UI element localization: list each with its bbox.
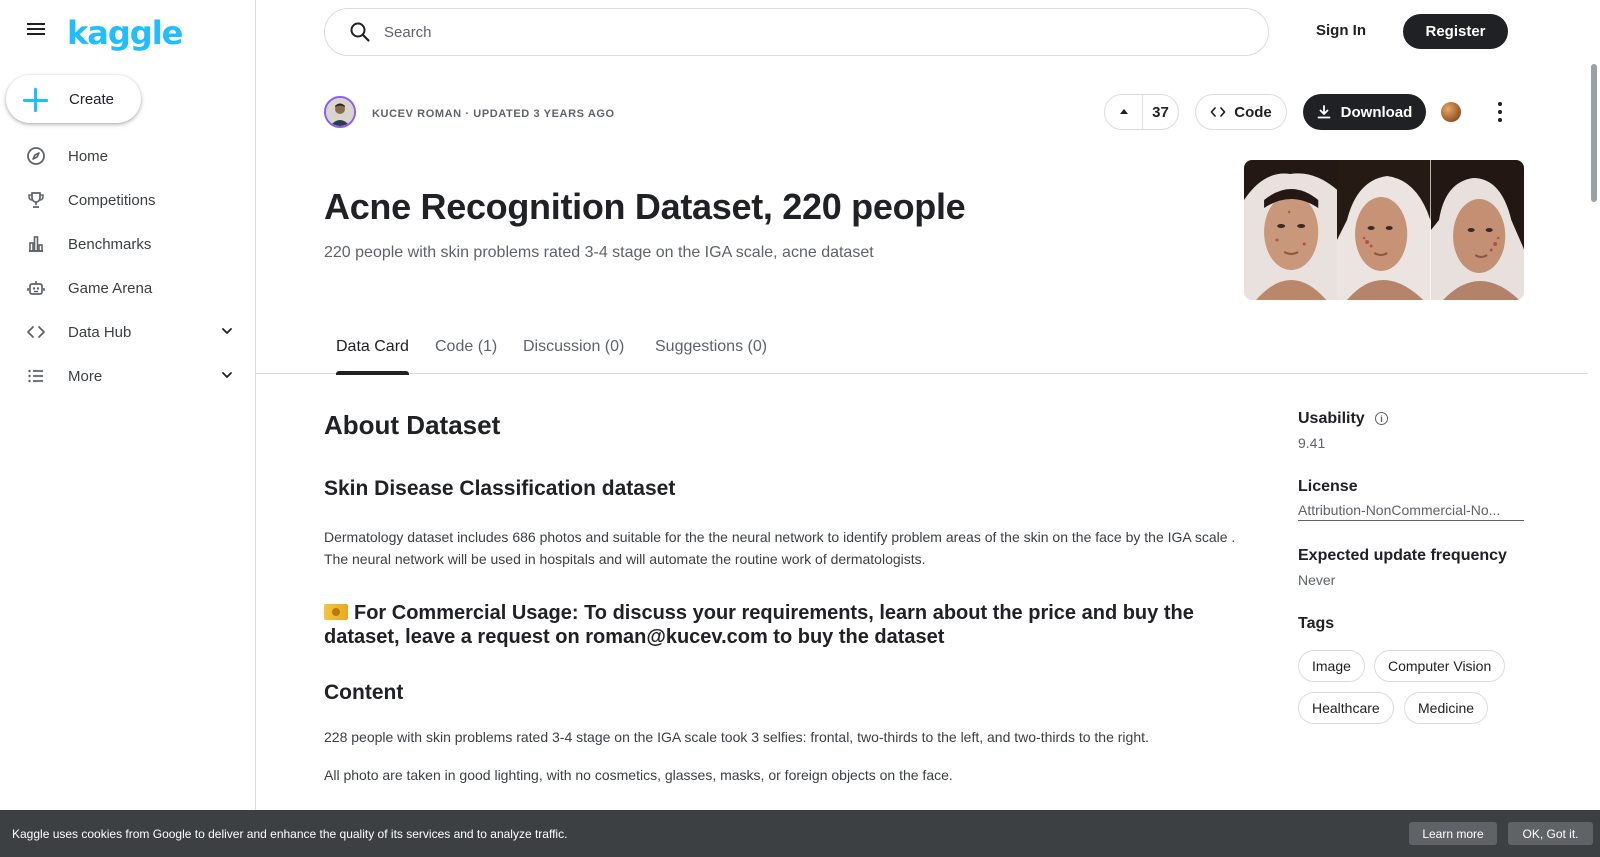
page-subtitle: 220 people with skin problems rated 3-4 stage on the IGA scale, acne dataset: [324, 244, 874, 261]
tab-data-card[interactable]: Data Card: [336, 338, 409, 374]
plus-icon: [24, 88, 46, 110]
section-heading: Skin Disease Classification dataset: [324, 477, 676, 500]
avatar[interactable]: [324, 96, 356, 128]
frequency-value: Never: [1298, 572, 1336, 588]
sign-in-button[interactable]: Sign In: [1316, 22, 1366, 39]
tag-chip[interactable]: Medicine: [1404, 692, 1488, 724]
sidebar-item-game-arena[interactable]: [0, 266, 256, 310]
frequency-label: Expected update frequency: [1298, 547, 1507, 564]
create-label: Create: [69, 90, 115, 108]
page-title: Acne Recognition Dataset, 220 people: [324, 186, 966, 227]
code-button[interactable]: [1195, 94, 1287, 130]
page-scrollbar[interactable]: [1588, 0, 1600, 810]
usability-value: 9.41: [1298, 435, 1326, 451]
about-heading: About Dataset: [324, 410, 501, 440]
sidebar-item-benchmarks[interactable]: [0, 222, 256, 266]
search-bar[interactable]: [324, 8, 1269, 56]
content-paragraph: 228 people with skin problems rated 3-4 stage on the IGA scale took 3 selfies: frontal, two-thirds to the left, and two-thirds to the right.: [324, 729, 1149, 745]
tags-label: Tags: [1298, 615, 1335, 632]
search-icon: [349, 21, 371, 43]
tab-suggestions[interactable]: Suggestions (0): [655, 338, 768, 355]
hamburger-menu-icon[interactable]: [24, 20, 48, 44]
more-options-icon[interactable]: [1494, 100, 1506, 124]
list-icon: [26, 366, 46, 386]
sidebar-item-more[interactable]: [0, 354, 256, 398]
create-button[interactable]: [6, 75, 141, 123]
code-brackets-icon: [26, 322, 46, 342]
vote-count: 37: [1152, 103, 1169, 121]
download-icon: [1317, 105, 1331, 119]
face-photo-left: [1337, 160, 1430, 300]
caret-up-icon: [1118, 106, 1130, 118]
sidebar-item-label: Game Arena: [68, 279, 153, 297]
info-icon[interactable]: i: [1375, 412, 1388, 425]
sidebar-item-label: Data Hub: [68, 323, 132, 341]
learn-more-button[interactable]: Learn more: [1409, 822, 1497, 845]
tag-chip[interactable]: Image: [1298, 650, 1365, 682]
sidebar-item-data-hub[interactable]: [0, 310, 256, 354]
dataset-cover-image: [1244, 160, 1524, 300]
money-icon: [324, 604, 348, 620]
scrollbar-thumb[interactable]: [1591, 64, 1597, 202]
compass-icon: [26, 146, 46, 166]
upvote-button[interactable]: [1105, 95, 1143, 129]
cookie-banner: [0, 810, 1600, 857]
face-photo-frontal: [1244, 160, 1337, 300]
sidebar-item-home[interactable]: [0, 134, 256, 178]
ok-got-it-button[interactable]: OK, Got it.: [1508, 822, 1593, 845]
sidebar-item-label: Benchmarks: [68, 235, 152, 253]
content-paragraph: All photo are taken in good lighting, with no cosmetics, glasses, masks, or foreign objects on the face.: [324, 767, 953, 783]
cookie-text: Kaggle uses cookies from Google to deliver and enhance the quality of its services and to analyze traffic.: [12, 826, 568, 841]
chevron-down-icon[interactable]: [220, 324, 234, 338]
robot-icon: [26, 278, 46, 298]
face-photo-right: [1431, 160, 1524, 300]
content-heading: Content: [324, 681, 404, 704]
search-input[interactable]: [384, 24, 1184, 41]
dataset-tabs: [256, 330, 1588, 374]
sidebar-item-label: Competitions: [68, 191, 156, 209]
sidebar-item-label: More: [68, 367, 103, 385]
sidebar-item-label: Home: [68, 147, 109, 165]
code-button-label: Code: [1234, 103, 1272, 121]
trophy-icon: [26, 190, 46, 210]
dataset-byline: KUCEV ROMAN · UPDATED 3 YEARS AGO: [372, 108, 615, 120]
sidebar-nav: [0, 134, 256, 398]
register-button[interactable]: Register: [1403, 14, 1508, 49]
code-brackets-icon: [1210, 104, 1226, 120]
sidebar: [0, 0, 256, 857]
description-paragraph: Dermatology dataset includes 686 photos and suitable for the the neural network to identify problem areas of the skin on the face by the IGA scale . The neural network will be used in hospitals and will automate the routine work of dermatologists.: [324, 529, 1236, 567]
tab-discussion[interactable]: Discussion (0): [523, 338, 625, 355]
sidebar-item-competitions[interactable]: [0, 178, 256, 222]
kaggle-logo[interactable]: kaggle: [67, 14, 183, 52]
vote-widget: [1104, 94, 1179, 130]
commercial-heading: [324, 601, 1259, 649]
download-button-label: Download: [1340, 103, 1413, 121]
commercial-heading-text: For Commercial Usage: To discuss your requirements, learn about the price and buy the dataset, leave a request on roman@kucev.com to buy the dataset: [324, 602, 1194, 648]
bronze-medal-icon[interactable]: [1441, 102, 1461, 122]
tab-code[interactable]: Code (1): [435, 338, 498, 355]
license-link[interactable]: Attribution-NonCommercial-No...: [1298, 502, 1524, 521]
chevron-down-icon[interactable]: [220, 368, 234, 382]
license-label: License: [1298, 478, 1358, 495]
tag-chip[interactable]: Healthcare: [1298, 692, 1394, 724]
bar-chart-icon: [26, 234, 46, 254]
tag-chip[interactable]: Computer Vision: [1374, 650, 1505, 682]
usability-label: Usability: [1298, 410, 1365, 427]
download-button[interactable]: [1303, 94, 1426, 130]
